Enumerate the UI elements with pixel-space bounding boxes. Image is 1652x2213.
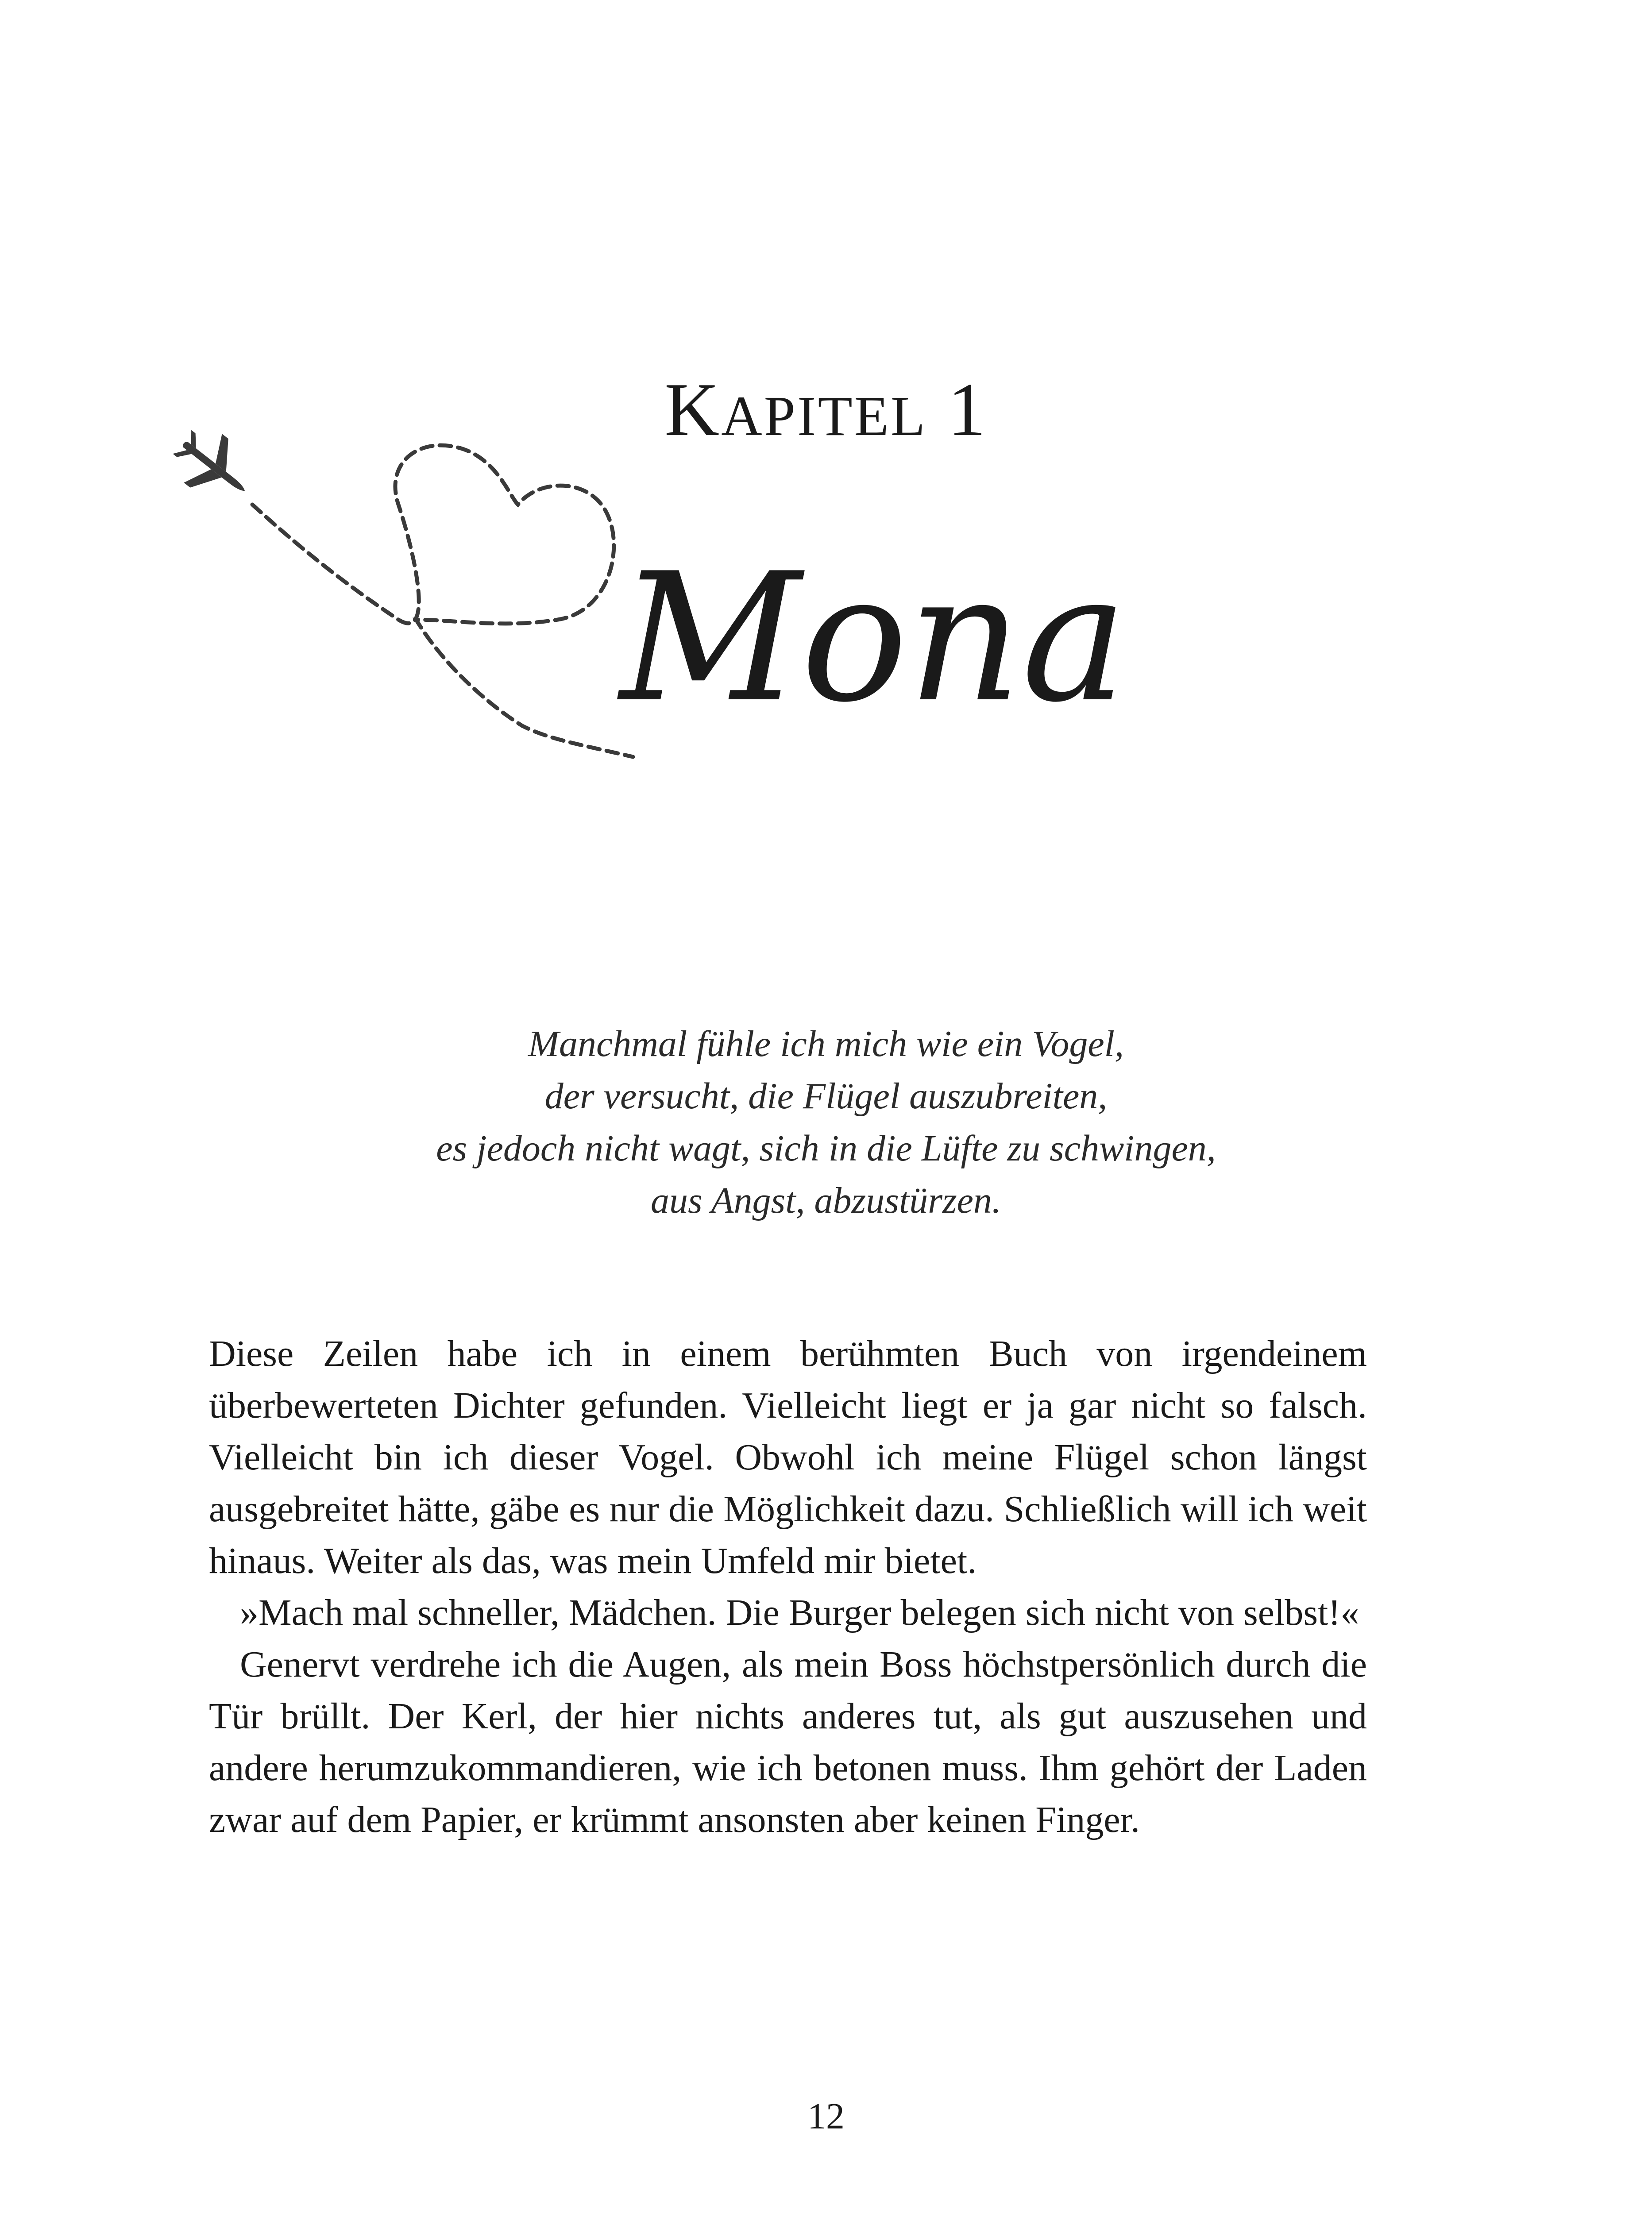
epigraph-line: es jedoch nicht wagt, sich in die Lüfte zu schwingen, (436, 1128, 1216, 1169)
page-number: 12 (807, 2096, 845, 2137)
paragraph: »Mach mal schneller, Mädchen. Die Burger belegen sich nicht von selbst!« (240, 1592, 1359, 1633)
body-text (209, 1328, 1367, 1846)
dashed-heart-trail (252, 445, 633, 757)
chapter-number: 1 (948, 368, 988, 452)
paragraph: Genervt verdrehe ich die Augen, als mein Boss höchstpersönlich durch die Tür brüllt. Der Kerl, der hier nichts anderes tut, als gut auszusehen und andere herumzukommandieren, wie ich betonen muss. Ihm gehört der Laden zwar auf dem Papier, er krümmt ansonsten aber keinen Finger. (209, 1644, 1367, 1840)
flight-heart-illustration (168, 416, 1127, 814)
epigraph-line: Manchmal fühle ich mich wie ein Vogel, (528, 1023, 1124, 1064)
chapter-label-cap: K (664, 368, 722, 452)
character-name: Mona (620, 536, 1127, 741)
chapter-label-rest: APITEL (721, 385, 927, 447)
epigraph-line: der versucht, die Flügel auszubreiten, (544, 1076, 1108, 1117)
airplane-icon (163, 417, 264, 515)
epigraph (266, 1018, 1386, 1227)
epigraph-line: aus Angst, abzustürzen. (651, 1180, 1001, 1221)
paragraph: Diese Zeilen habe ich in einem berühmten Buch von irgendeinem überbewerteten Dichter gefunden. Vielleicht liegt er ja gar nicht so falsch. Vielleicht bin ich dieser Vogel. Obwohl ich meine Flügel schon längst ausgebreitet hätte, gäbe es nur die Möglichkeit dazu. Schließlich will ich weit hinaus. Weiter als das, was mein Umfeld mir bietet. (209, 1333, 1367, 1581)
